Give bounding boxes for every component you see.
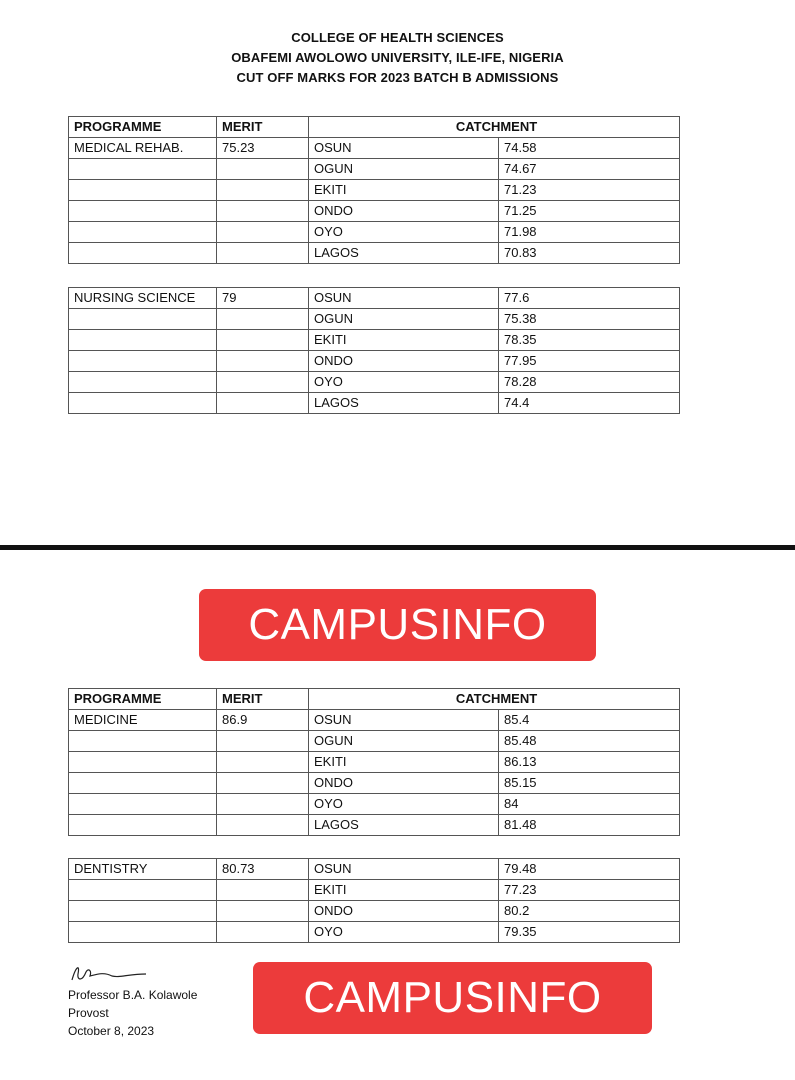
- state-cell: EKITI: [309, 180, 499, 201]
- signatory-name: Professor B.A. Kolawole: [68, 988, 198, 1002]
- programme-cell: NURSING SCIENCE: [69, 288, 217, 309]
- merit-cell: 86.9: [217, 710, 309, 731]
- catchment-mark-cell: 75.38: [499, 309, 680, 330]
- state-cell: EKITI: [309, 880, 499, 901]
- table-row: [69, 222, 680, 243]
- state-cell: EKITI: [309, 330, 499, 351]
- page-divider: [0, 545, 795, 550]
- cutoff-table-dentistry: [68, 858, 680, 943]
- table-row: [69, 815, 680, 836]
- programme-cell: DENTISTRY: [69, 859, 217, 880]
- column-header-catchment: CATCHMENT: [309, 117, 680, 138]
- merit-cell: 79: [217, 288, 309, 309]
- catchment-mark-cell: 79.35: [499, 922, 680, 943]
- catchment-mark-cell: 71.98: [499, 222, 680, 243]
- state-cell: OGUN: [309, 309, 499, 330]
- merit-cell: 75.23: [217, 138, 309, 159]
- signatory-title: Provost: [68, 1006, 109, 1020]
- table-row: [69, 710, 680, 731]
- state-cell: OYO: [309, 794, 499, 815]
- merit-cell: 80.73: [217, 859, 309, 880]
- signature-scribble: [68, 960, 197, 986]
- state-cell: OGUN: [309, 159, 499, 180]
- catchment-mark-cell: 85.48: [499, 731, 680, 752]
- table-row: [69, 159, 680, 180]
- table-row: [69, 138, 680, 159]
- state-cell: ONDO: [309, 201, 499, 222]
- table-header-row: [69, 689, 680, 710]
- state-cell: OSUN: [309, 288, 499, 309]
- programme-cell: MEDICINE: [69, 710, 217, 731]
- table-row: [69, 330, 680, 351]
- catchment-mark-cell: 77.6: [499, 288, 680, 309]
- catchment-mark-cell: 74.58: [499, 138, 680, 159]
- state-cell: OSUN: [309, 138, 499, 159]
- table-header-row: [69, 117, 680, 138]
- cutoff-table-nursing-science: [68, 287, 680, 414]
- signature-date: October 8, 2023: [68, 1024, 155, 1038]
- table-row: [69, 901, 680, 922]
- column-header-catchment: CATCHMENT: [309, 689, 680, 710]
- state-cell: OYO: [309, 922, 499, 943]
- catchment-mark-cell: 85.4: [499, 710, 680, 731]
- document-header: [0, 28, 795, 88]
- catchment-mark-cell: 78.35: [499, 330, 680, 351]
- table-row: [69, 922, 680, 943]
- state-cell: ONDO: [309, 351, 499, 372]
- catchment-mark-cell: 77.95: [499, 351, 680, 372]
- catchment-mark-cell: 84: [499, 794, 680, 815]
- table-row: [69, 794, 680, 815]
- catchment-mark-cell: 74.4: [499, 393, 680, 414]
- catchment-mark-cell: 71.25: [499, 201, 680, 222]
- catchment-mark-cell: 78.28: [499, 372, 680, 393]
- campusinfo-watermark-banner: CAMPUSINFO: [253, 962, 652, 1034]
- table-row: [69, 880, 680, 901]
- state-cell: ONDO: [309, 773, 499, 794]
- table-row: [69, 201, 680, 222]
- state-cell: OSUN: [309, 859, 499, 880]
- signature-block: [68, 960, 197, 1040]
- cutoff-table-medicine: [68, 688, 680, 836]
- cutoff-table-medical-rehab: [68, 116, 680, 264]
- table-row: [69, 243, 680, 264]
- university-name: OBAFEMI AWOLOWO UNIVERSITY, ILE-IFE, NIGERIA: [231, 50, 564, 65]
- column-header-merit: MERIT: [217, 117, 309, 138]
- campusinfo-watermark-banner: CAMPUSINFO: [199, 589, 596, 661]
- catchment-mark-cell: 77.23: [499, 880, 680, 901]
- table-row: [69, 288, 680, 309]
- state-cell: LAGOS: [309, 393, 499, 414]
- state-cell: OYO: [309, 372, 499, 393]
- catchment-mark-cell: 71.23: [499, 180, 680, 201]
- catchment-mark-cell: 86.13: [499, 752, 680, 773]
- document-title: CUT OFF MARKS FOR 2023 BATCH B ADMISSIONS: [236, 70, 559, 85]
- table-row: [69, 393, 680, 414]
- state-cell: OSUN: [309, 710, 499, 731]
- catchment-mark-cell: 85.15: [499, 773, 680, 794]
- table-row: [69, 752, 680, 773]
- table-row: [69, 180, 680, 201]
- college-name: COLLEGE OF HEALTH SCIENCES: [291, 30, 504, 45]
- table-row: [69, 309, 680, 330]
- column-header-programme: PROGRAMME: [69, 117, 217, 138]
- catchment-mark-cell: 70.83: [499, 243, 680, 264]
- table-row: [69, 351, 680, 372]
- column-header-programme: PROGRAMME: [69, 689, 217, 710]
- programme-cell: MEDICAL REHAB.: [69, 138, 217, 159]
- table-row: [69, 372, 680, 393]
- state-cell: EKITI: [309, 752, 499, 773]
- table-row: [69, 731, 680, 752]
- state-cell: LAGOS: [309, 243, 499, 264]
- state-cell: ONDO: [309, 901, 499, 922]
- state-cell: LAGOS: [309, 815, 499, 836]
- state-cell: OYO: [309, 222, 499, 243]
- catchment-mark-cell: 74.67: [499, 159, 680, 180]
- column-header-merit: MERIT: [217, 689, 309, 710]
- table-row: [69, 859, 680, 880]
- table-row: [69, 773, 680, 794]
- catchment-mark-cell: 81.48: [499, 815, 680, 836]
- catchment-mark-cell: 80.2: [499, 901, 680, 922]
- state-cell: OGUN: [309, 731, 499, 752]
- catchment-mark-cell: 79.48: [499, 859, 680, 880]
